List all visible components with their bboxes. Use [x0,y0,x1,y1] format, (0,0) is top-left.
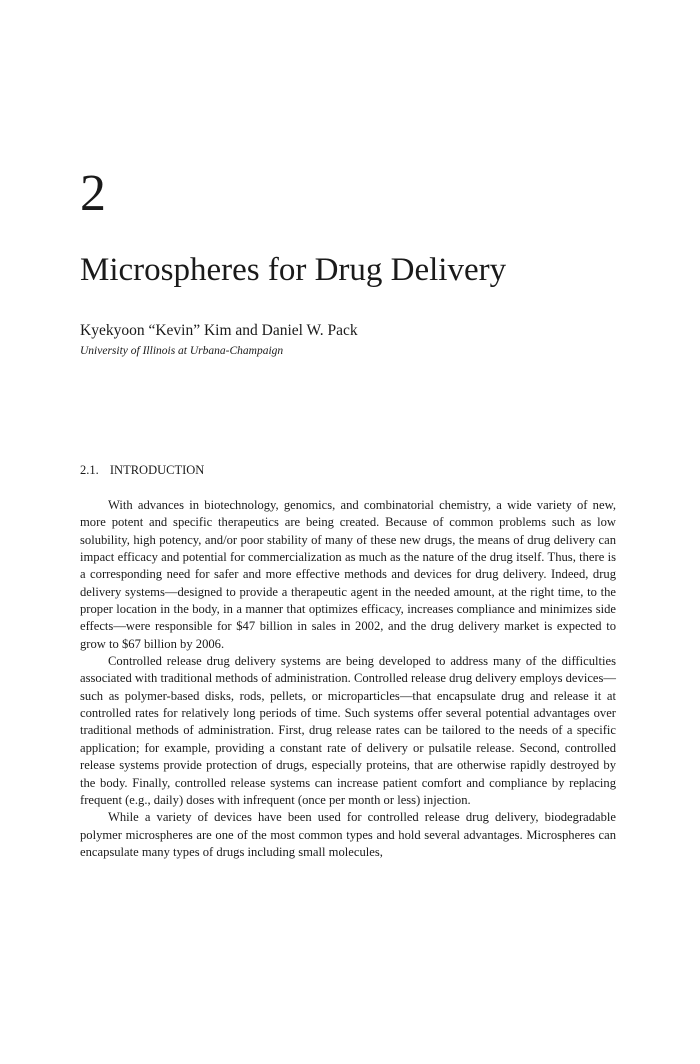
chapter-title: Microspheres for Drug Delivery [80,252,507,288]
authors: Kyekyoon “Kevin” Kim and Daniel W. Pack [80,322,358,339]
section-number: 2.1. [80,463,99,477]
affiliation: University of Illinois at Urbana-Champaign [80,345,284,357]
paragraph: Controlled release drug delivery systems are being developed to address many of the difficulties associated with traditional methods of administration. Controlled release drug delivery employs devices—such as polymer-based disks, rods, pellets, or microparticles—that encapsulate drug and release it at controlled rates for relatively long periods of time. Such systems offer several potential advantages over traditional methods of administration. First, drug release rates can be tailored to the needs of a specific application; for example, providing a constant rate of delivery or pulsatile release. Second, controlled release systems provide protection of drugs, especially proteins, that are otherwise rapidly destroyed by the body. Finally, controlled release systems can increase patient comfort and compliance by replacing frequent (e.g., daily) doses with infrequent (once per month or less) injection. [80,654,616,807]
body-text [80,497,616,861]
section-title: INTRODUCTION [109,463,205,477]
section-heading [80,463,204,478]
chapter-number: 2 [80,165,106,222]
paragraph: With advances in biotechnology, genomics, and combinatorial chemistry, a wide variety of new, more potent and specific therapeutics are being created. Because of common problems such as low solubility, high potency, and/or poor stability of many of these new drugs, the means of drug delivery can impact efficacy and potential for commercialization as much as the nature of the drug itself. Thus, there is a corresponding need for safer and more effective methods and devices for drug delivery. Indeed, drug delivery systems—designed to provide a therapeutic agent in the needed amount, at the right time, to the proper location in the body, in a manner that optimizes efficacy, increases compliance and minimizes side effects—were responsible for $47 billion in sales in 2002, and the drug delivery market is expected to grow to $67 billion by 2006. [80,498,616,651]
paragraph: While a variety of devices have been used for controlled release drug delivery, biodegradable polymer microspheres are one of the most common types and hold several advantages. Microspheres can encapsulate many types of drugs including small molecules, [80,810,616,859]
